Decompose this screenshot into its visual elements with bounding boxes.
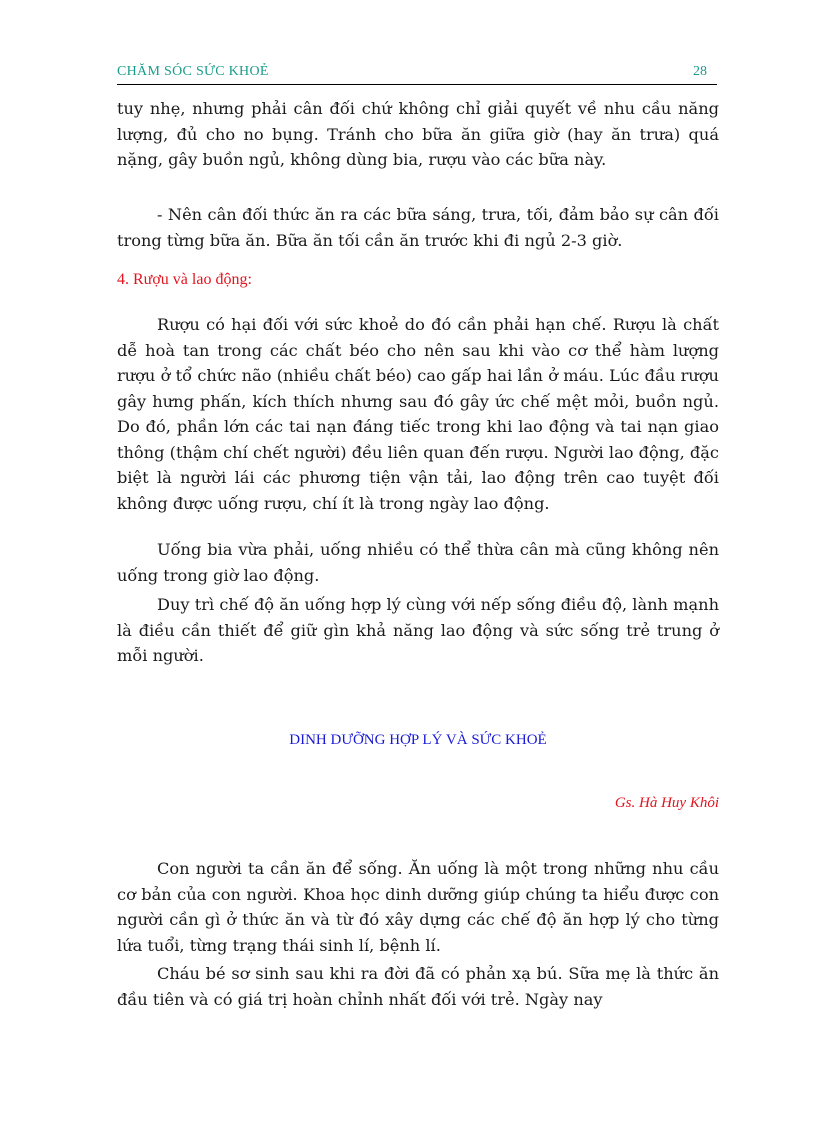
- article-author: Gs. Hà Huy Khôi: [614, 795, 719, 811]
- paragraph-breastmilk: Cháu bé sơ sinh sau khi ra đời đã có phản xạ bú. Sữa mẹ là thức ăn đầu tiên và có giá trị hoàn chỉnh nhất đối với trẻ. Ngày nay: [117, 964, 719, 1009]
- header-title: CHĂM SÓC SỨC KHOẺ: [117, 64, 269, 79]
- page-number: 28: [693, 64, 707, 79]
- paragraph-continued: tuy nhẹ, nhưng phải cân đối chứ không chỉ giải quyết về nhu cầu năng lượng, đủ cho no bụng. Tránh cho bữa ăn giữa giờ (hay ăn trưa) quá nặng, gây buồn ngủ, không dùng bia, rượu vào các bữa này.: [117, 99, 719, 169]
- page-header: [117, 62, 717, 85]
- paragraph-lifestyle: Duy trì chế độ ăn uống hợp lý cùng với nếp sống điều độ, lành mạnh là điều cần thiết để giữ gìn khả năng lao động và sức sống trẻ trung ở mỗi người.: [117, 595, 719, 665]
- paragraph-alcohol: Rượu có hại đối với sức khoẻ do đó cần phải hạn chế. Rượu là chất dễ hoà tan trong các chất béo cho nên sau khi vào cơ thể hàm lượng rượu ở tổ chức não (nhiều chất béo) cao gấp hai lần ở máu. Lúc đầu rượu gây hưng phấn, kích thích nhưng sau đó gây ức chế mệt mỏi, buồn ngủ. Do đó, phần lớn các tai nạn đáng tiếc trong khi lao động và tai nạn giao thông (thậm chí chết người) đều liên quan đến rượu. Người lao động, đặc biệt là người lái các phương tiện vận tải, lao động trên cao tuyệt đối không được uống rượu, chí ít là trong ngày lao động.: [117, 315, 719, 513]
- paragraph-meal-balance: - Nên cân đối thức ăn ra các bữa sáng, trưa, tối, đảm bảo sự cân đối trong từng bữa ăn. Bữa ăn tối cần ăn trước khi đi ngủ 2-3 giờ.: [117, 205, 719, 250]
- paragraph-beer: Uống bia vừa phải, uống nhiều có thể thừa cân mà cũng không nên uống trong giờ lao động.: [117, 540, 719, 585]
- paragraph-nutrition-intro: Con người ta cần ăn để sống. Ăn uống là một trong những nhu cầu cơ bản của con người. Khoa học dinh dưỡng giúp chúng ta hiểu được con người cần gì ở thức ăn và từ đó xây dựng các chế độ ăn hợp lý cho từng lứa tuổi, từng trạng thái sinh lí, bệnh lí.: [117, 859, 719, 955]
- section-heading: 4. Rượu và lao động:: [117, 271, 252, 288]
- article-title: DINH DƯỠNG HỢP LÝ VÀ SỨC KHOẺ: [289, 732, 547, 748]
